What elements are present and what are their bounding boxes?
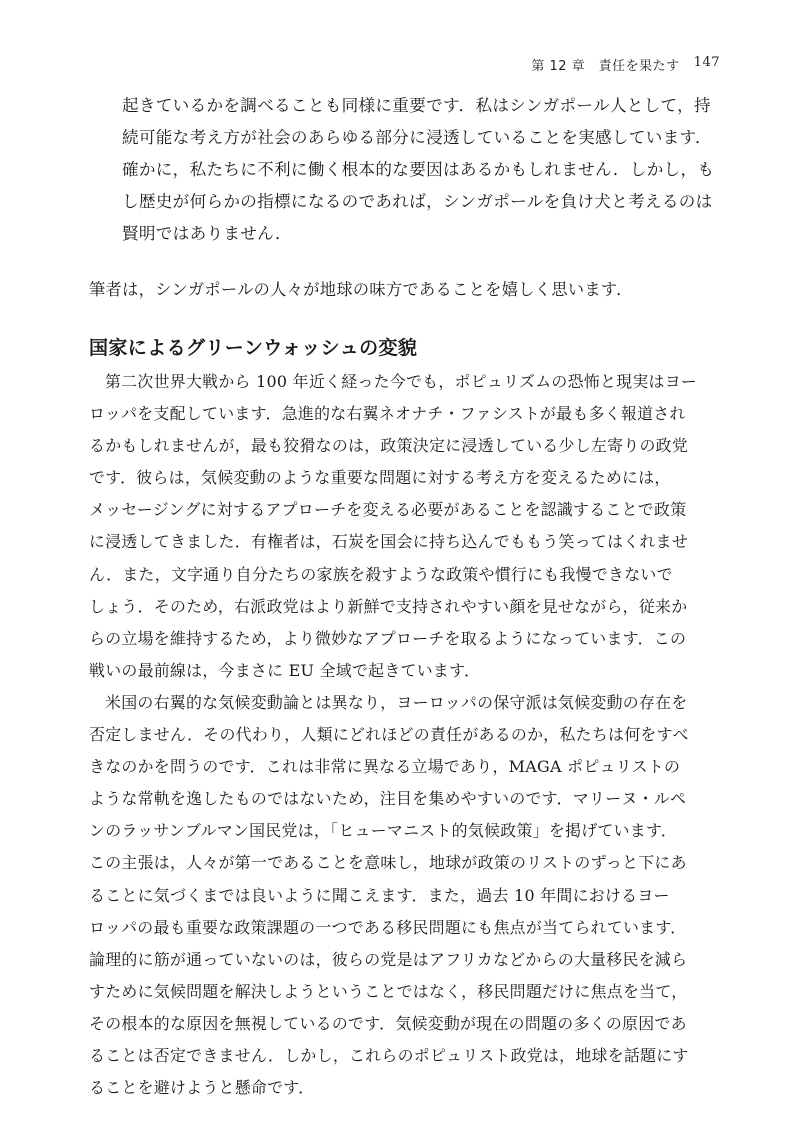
chapter-title: 第 12 章 責任を果たす xyxy=(531,59,680,74)
paragraph-after-quote: 筆者は，シンガポールの人々が地球の味方であることを嬉しく思います． xyxy=(89,280,633,299)
page-number: 147 xyxy=(693,55,720,70)
running-header xyxy=(531,55,720,74)
body-paragraph: 第二次世界大戦から 100 年近く経った今でも，ポピュリズムの恐怖と現実はヨー ロッパを支配しています．急進的な右翼ネオナチ・ファシストが最も多く報道され るかもしれませんが，最も狡猾なのは，政策決定に浸透している少し左寄りの政党 です．彼らは，気候変動のような重要な問題に対する考え方を変えるためには， メッセージングに対するアプローチを変える必要があることを認識することで政策 に浸透してきました．有権者は，石炭を国会に持ち込んでももう笑ってはくれませ ん．また，文字通り自分たちの家族を殺すような政策や慣行にも我慢できないで しょう．そのため，右派政党はより新鮮で支持されやすい顔を見せながら，従来か らの立場を維持するため，より微妙なアプローチを取るようになっています．この 戦いの最前線は，今まさに EU 全域で起きています． xyxy=(89,372,698,680)
body-paragraph: 米国の右翼的な気候変動論とは異なり，ヨーロッパの保守派は気候変動の存在を 否定しません．その代わり，人類にどれほどの責任があるのか，私たちは何をすべ きなのかを問うのです．これは非常に異なる立場であり，MAGA ポピュリストの ような常軌を逸したものではないため，注目を集めやすいのです．マリーヌ・ルペ ンのラッサンブルマン国民党は，「ヒューマニスト的気候政策」を掲げています． この主張は，人々が第一であることを意味し，地球が政策のリストのずっと下にあ ることに気づくまでは良いように聞こえます．また，過去 10 年間におけるヨー ロッパの最も重要な政策課題の一つである移民問題にも焦点が当てられています． 論理的に筋が通っていないのは，彼らの党是はアフリカなどからの大量移民を減ら すために気候問題を解決しようということではなく，移民問題だけに焦点を当て， その根本的な原因を無視しているのです．気候変動が現在の問題の多くの原因であ ることは否定できません．しかし，これらのポピュリスト政党は，地球を話題にす ることを避けようと懸命です． xyxy=(89,692,689,1098)
block-quote: 起きているかを調べることも同様に重要です．私はシンガポール人として，持 続可能な考え方が社会のあらゆる部分に浸透していることを実感しています． 確かに，私たちに不利に働く根本的な要因はあるかもしれません．しかし，も し歴史が何らかの指標になるのであれば，シンガポールを負け犬と考えるのは 賢明ではありません． xyxy=(122,96,715,243)
section-heading: 国家によるグリーンウォッシュの変貌 xyxy=(89,337,418,359)
section-body xyxy=(89,366,724,1104)
